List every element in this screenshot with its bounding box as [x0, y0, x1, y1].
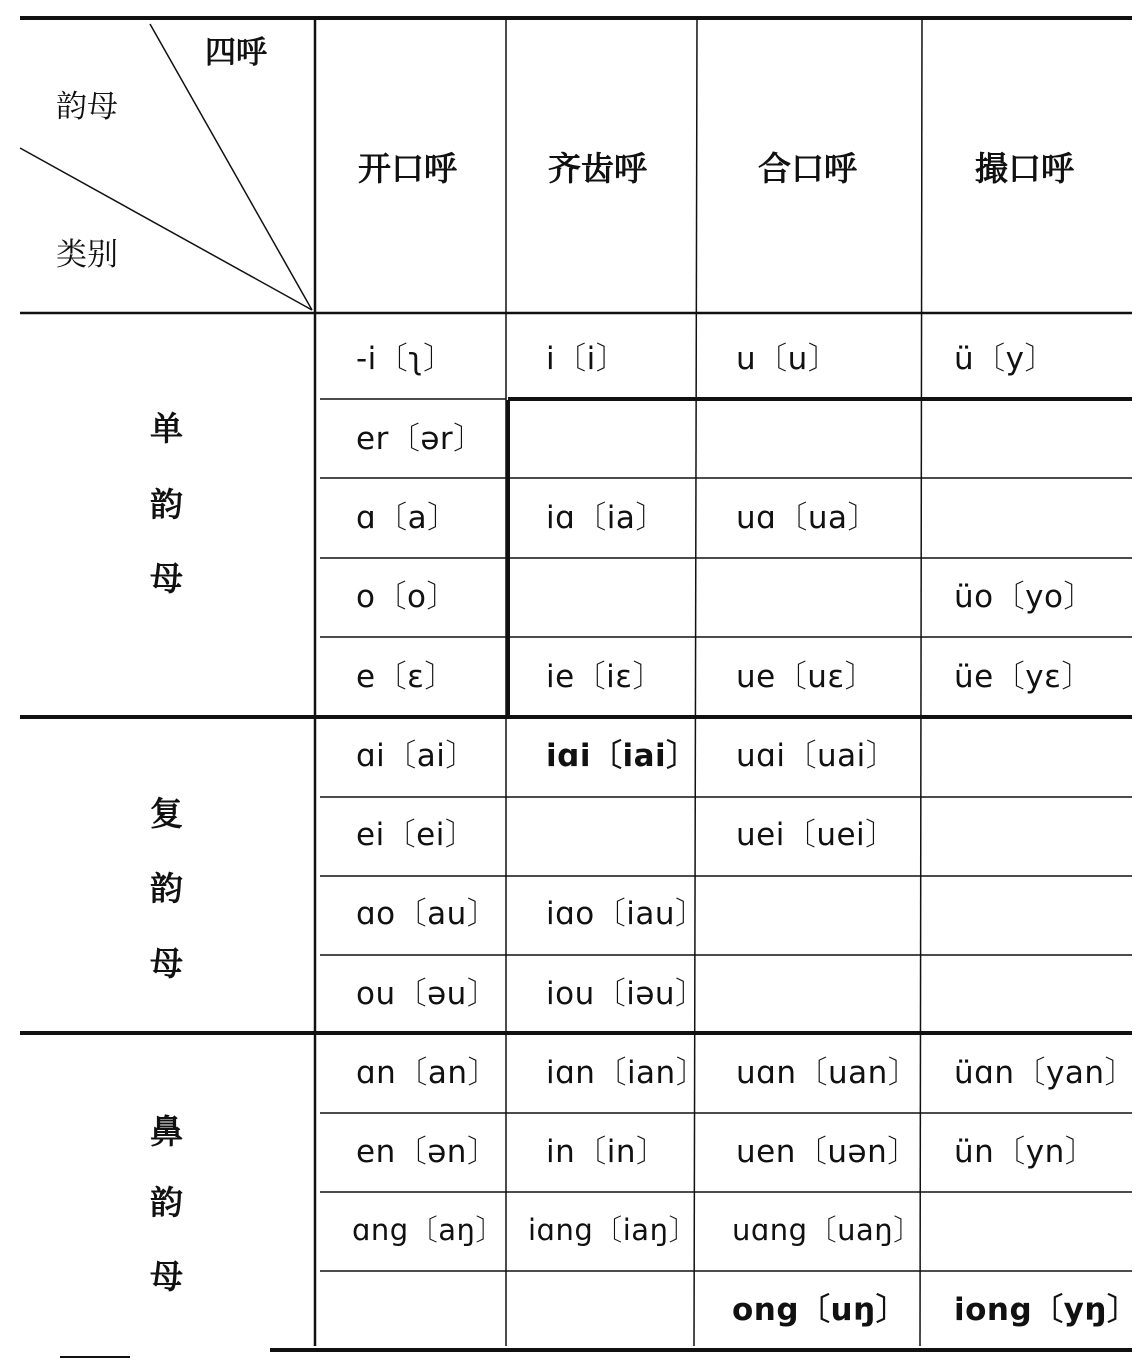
cell-r1-c2: i〔i〕 — [546, 341, 628, 377]
corner-label-four-categories: 四呼 — [205, 35, 267, 71]
cell-r10-c3: uɑn〔uan〕 — [736, 1055, 920, 1091]
cell-r5-c2: ie〔iɛ〕 — [546, 659, 665, 695]
cell-r6-c1: ɑi〔ai〕 — [356, 738, 477, 774]
cell-r11-c4: ün〔yn〕 — [954, 1134, 1097, 1170]
group-biyunmu-char-1: 鼻 — [150, 1112, 183, 1151]
header-cuokouhu: 撮口呼 — [975, 149, 1074, 188]
cell-r13-c3: ong〔uŋ〕 — [732, 1292, 908, 1328]
cell-r4-c1: o〔o〕 — [356, 579, 458, 615]
cell-r7-c1: ei〔ei〕 — [356, 817, 477, 853]
cell-r6-c2: iɑi〔iai〕 — [546, 738, 698, 774]
cell-r7-c3: uei〔uei〕 — [736, 817, 897, 853]
cell-r9-c1: ou〔əu〕 — [356, 976, 499, 1012]
cell-r12-c3: uɑng〔uaŋ〕 — [732, 1213, 923, 1247]
group-danyunmu-char-1: 单 — [150, 409, 183, 448]
cell-r4-c4: üo〔yo〕 — [954, 579, 1095, 615]
cell-r3-c3: uɑ〔ua〕 — [736, 500, 879, 536]
cell-r2-c1: er〔ər〕 — [356, 421, 485, 457]
corner-label-category: 类别 — [56, 237, 118, 273]
header-qichihu: 齐齿呼 — [548, 149, 647, 188]
header-kaikouhu: 开口呼 — [358, 149, 457, 188]
group-danyunmu-char-2: 韵 — [150, 485, 183, 524]
cell-r6-c3: uɑi〔uai〕 — [736, 738, 898, 774]
cell-r12-c1: ɑng〔aŋ〕 — [352, 1213, 505, 1247]
cell-r3-c2: iɑ〔ia〕 — [546, 500, 667, 536]
cell-r8-c2: iɑo〔iau〕 — [546, 896, 707, 932]
group-biyunmu-char-2: 韵 — [150, 1183, 183, 1222]
cell-r12-c2: iɑng〔iaŋ〕 — [528, 1213, 698, 1247]
cell-r5-c4: üe〔yɛ〕 — [954, 659, 1093, 695]
cell-r11-c3: uen〔uən〕 — [736, 1134, 919, 1170]
cell-r1-c4: ü〔y〕 — [954, 341, 1056, 377]
group-fuyunmu-char-2: 韵 — [150, 869, 183, 908]
cell-r10-c4: üɑn〔yan〕 — [954, 1055, 1136, 1091]
cell-r8-c1: ɑo〔au〕 — [356, 896, 499, 932]
corner-label-finals: 韵母 — [56, 89, 118, 125]
cell-r10-c1: ɑn〔an〕 — [356, 1055, 499, 1091]
cell-r1-c3: u〔u〕 — [736, 341, 840, 377]
cell-r9-c2: iou〔iəu〕 — [546, 976, 707, 1012]
cell-r11-c2: in〔in〕 — [546, 1134, 668, 1170]
group-fuyunmu-char-3: 母 — [150, 944, 183, 983]
header-hekouhu: 合口呼 — [758, 149, 857, 188]
cell-r5-c3: ue〔uɛ〕 — [736, 659, 877, 695]
cell-r11-c1: en〔ən〕 — [356, 1134, 499, 1170]
cell-r13-c4: iong〔yŋ〕 — [954, 1292, 1139, 1328]
cell-r1-c1: -i〔ʅ〕 — [356, 341, 455, 377]
group-fuyunmu-char-1: 复 — [150, 794, 183, 833]
cell-r5-c1: e〔ɛ〕 — [356, 659, 456, 695]
cell-r10-c2: iɑn〔ian〕 — [546, 1055, 708, 1091]
cell-r3-c1: ɑ〔a〕 — [356, 500, 459, 536]
group-danyunmu-char-3: 母 — [150, 559, 183, 598]
group-biyunmu-char-3: 母 — [150, 1257, 183, 1296]
